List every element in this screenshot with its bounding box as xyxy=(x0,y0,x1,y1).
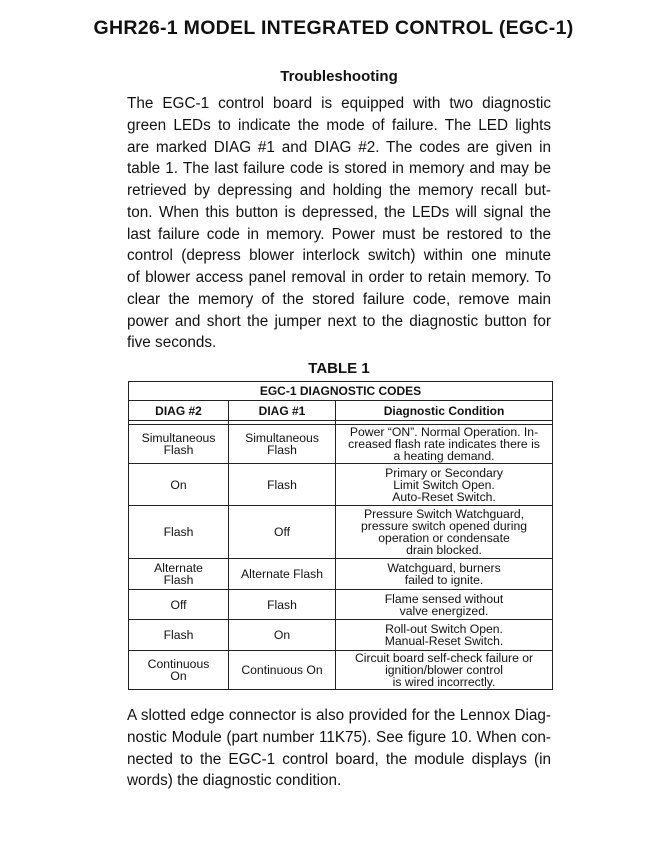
cell-diag2 xyxy=(129,651,229,690)
cell-line: creased flash rate indicates there is xyxy=(348,437,540,451)
cell-line: ignition/blower control xyxy=(385,663,503,677)
table-title: EGC-1 DIAGNOSTIC CODES xyxy=(129,382,553,401)
cell-diag2 xyxy=(129,506,229,559)
cell-line: Flash xyxy=(267,443,297,457)
cell-line: Power “ON”. Normal Operation. In- xyxy=(349,425,539,439)
paragraph-line: words) the diagnostic condition. xyxy=(127,772,342,790)
paragraph-line: power and short the jumper next to the diagnostic button for xyxy=(127,312,551,330)
troubleshooting-paragraph xyxy=(127,93,551,354)
cell-diag2 xyxy=(129,425,229,464)
table-row xyxy=(129,464,553,506)
section-heading: Troubleshooting xyxy=(280,68,398,85)
cell-line: Simultaneous xyxy=(141,431,216,445)
cell-line: Roll-out Switch Open. xyxy=(385,622,503,636)
paragraph-line: control (depress blower interlock switch) within one minute xyxy=(127,247,551,265)
paragraph-line: nected to the EGC-1 control board, the module displays (in xyxy=(127,750,551,768)
cell-line: Primary or Secondary xyxy=(385,465,503,480)
table-caption: TABLE 1 xyxy=(308,360,370,377)
table-row xyxy=(129,506,553,559)
cell-condition xyxy=(336,506,553,559)
cell-line: Limit Switch Open. xyxy=(393,477,495,492)
paragraph-line: are marked DIAG #1 and DIAG #2. The codes are given in xyxy=(127,138,551,156)
cell-diag1 xyxy=(229,620,336,651)
cell-line: Continuous On xyxy=(241,663,323,677)
table-row xyxy=(129,559,553,590)
cell-line: Alternate Flash xyxy=(241,567,323,581)
cell-line: On xyxy=(170,477,187,492)
cell-line: Flame sensed without xyxy=(384,591,504,606)
paragraph-line: The EGC-1 control board is equipped with two diagnostic xyxy=(127,95,551,112)
cell-diag1 xyxy=(229,651,336,690)
table-row xyxy=(129,590,553,620)
paragraph-line: ton. When this button is depressed, the LEDs will signal the xyxy=(127,203,551,221)
paragraph-line: retrieved by depressing and holding the memory recall but- xyxy=(127,182,551,199)
diagnostic-codes-table xyxy=(128,381,553,690)
cell-line: Flash xyxy=(267,597,297,612)
paragraph-line: green LEDs to indicate the mode of failure. The LED lights xyxy=(127,116,551,134)
paragraph-line: nostic Module (part number 11K75). See figure 10. When con- xyxy=(127,728,551,746)
cell-diag1 xyxy=(229,425,336,464)
paragraph-line: of blower access panel removal in order to retain memory. To xyxy=(127,269,551,286)
cell-line: a heating demand. xyxy=(393,449,495,463)
cell-diag1 xyxy=(229,590,336,620)
paragraph-line: last failure code in memory. Power must be restored to the xyxy=(127,225,551,243)
cell-condition xyxy=(336,464,553,506)
cell-line: Flash xyxy=(163,443,194,457)
column-header-diag2: DIAG #2 xyxy=(129,401,229,421)
cell-line: Auto-Reset Switch. xyxy=(392,489,496,504)
cell-line: valve energized. xyxy=(399,603,489,618)
cell-line: Flash xyxy=(267,477,297,492)
page-title: GHR26-1 MODEL INTEGRATED CONTROL (EGC-1) xyxy=(93,17,574,39)
table-row xyxy=(129,425,553,464)
cell-line: Watchguard, burners xyxy=(387,561,501,575)
cell-diag2 xyxy=(129,464,229,506)
cell-line: On xyxy=(273,628,291,642)
diagnostic-module-paragraph xyxy=(127,705,551,792)
cell-condition xyxy=(336,620,553,651)
cell-condition xyxy=(336,590,553,620)
table-row xyxy=(129,651,553,690)
cell-line: drain blocked. xyxy=(406,543,482,557)
cell-line: Off xyxy=(170,597,187,612)
column-header-condition: Diagnostic Condition xyxy=(336,401,553,421)
cell-line: Off xyxy=(273,525,291,539)
cell-line: Flash xyxy=(163,573,194,587)
cell-line: Circuit board self-check failure or xyxy=(354,651,534,665)
cell-diag2 xyxy=(129,620,229,651)
cell-line: operation or condensate xyxy=(378,531,510,545)
cell-diag2 xyxy=(129,590,229,620)
cell-condition xyxy=(336,425,553,464)
cell-line: On xyxy=(170,669,187,683)
cell-line: is wired incorrectly. xyxy=(392,675,496,689)
table-row xyxy=(129,620,553,651)
paragraph-line: table 1. The last failure code is stored in memory and may be xyxy=(127,160,551,178)
cell-line: Flash xyxy=(163,628,194,642)
column-header-diag1: DIAG #1 xyxy=(229,401,336,421)
cell-line: failed to ignite. xyxy=(404,573,484,587)
cell-line: Simultaneous xyxy=(245,431,319,445)
cell-diag1 xyxy=(229,559,336,590)
cell-line: Alternate xyxy=(154,561,203,575)
paragraph-line: clear the memory of the stored failure code, remove main xyxy=(127,290,551,308)
cell-line: Pressure Switch Watchguard, xyxy=(363,507,525,521)
cell-line: Flash xyxy=(163,525,194,539)
cell-line: Continuous xyxy=(147,657,210,671)
cell-diag2 xyxy=(129,559,229,590)
cell-diag1 xyxy=(229,506,336,559)
paragraph-line: five seconds. xyxy=(127,334,217,352)
cell-diag1 xyxy=(229,464,336,506)
cell-condition xyxy=(336,559,553,590)
cell-line: pressure switch opened during xyxy=(361,519,527,533)
cell-condition xyxy=(336,651,553,690)
cell-line: Manual-Reset Switch. xyxy=(384,634,504,648)
paragraph-line: A slotted edge connector is also provided for the Lennox Diag- xyxy=(127,707,551,724)
